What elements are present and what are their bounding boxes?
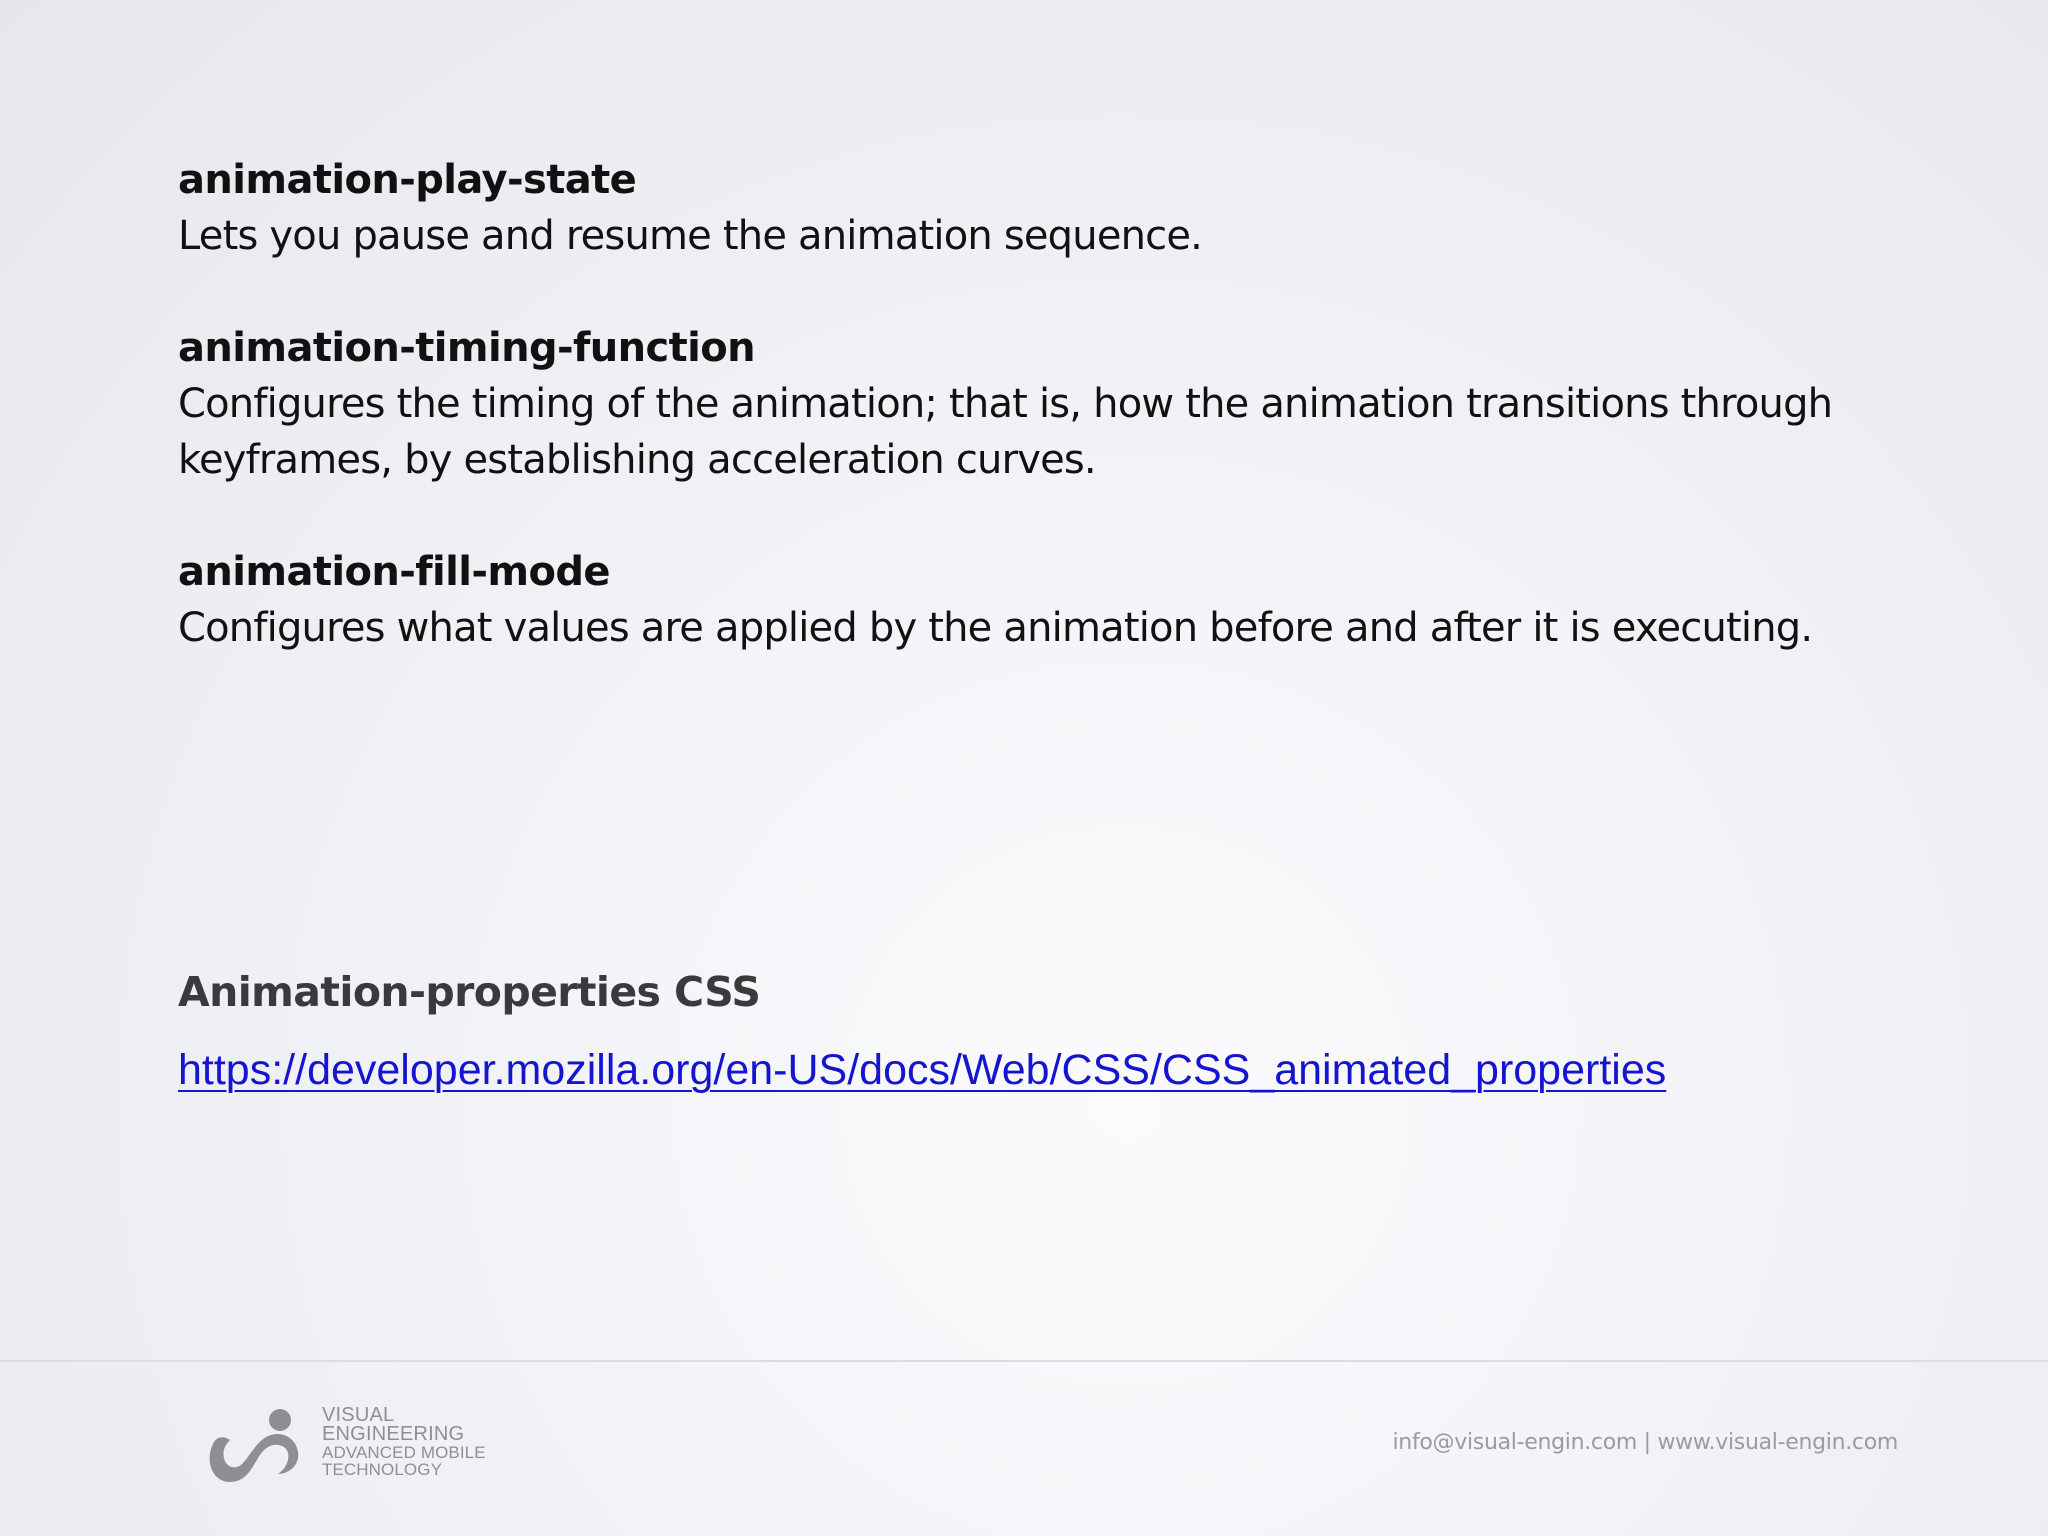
property-description: Lets you pause and resume the animation sequence. (178, 213, 1203, 259)
logo-line: ENGINEERING (322, 1423, 465, 1445)
property-item (178, 544, 1978, 656)
footer-divider (0, 1360, 2048, 1362)
logo-mark-icon (200, 1402, 312, 1486)
properties-list (178, 152, 1978, 712)
property-description: Configures the timing of the animation; that is, how the animation transitions through keyframes, by establishing acceleration curves. (178, 381, 1833, 483)
property-item (178, 320, 1978, 488)
property-name: animation-play-state (178, 157, 637, 203)
logo-wordmark (322, 1406, 486, 1478)
footer-contact: info@visual-engin.com | www.visual-engin.com (1392, 1430, 1898, 1455)
property-description: Configures what values are applied by the animation before and after it is executing. (178, 605, 1813, 651)
company-logo (200, 1398, 510, 1488)
logo-line: ADVANCED MOBILE (322, 1443, 486, 1462)
reference-title: Animation-properties CSS (178, 968, 761, 1016)
property-name: animation-timing-function (178, 325, 756, 371)
logo-line: TECHNOLOGY (322, 1460, 443, 1479)
property-item (178, 152, 1978, 264)
reference-link[interactable]: https://developer.mozilla.org/en-US/docs/Web/CSS/CSS_animated_properties (178, 1046, 1667, 1094)
logo-line: VISUAL (322, 1404, 395, 1426)
property-name: animation-fill-mode (178, 549, 610, 595)
